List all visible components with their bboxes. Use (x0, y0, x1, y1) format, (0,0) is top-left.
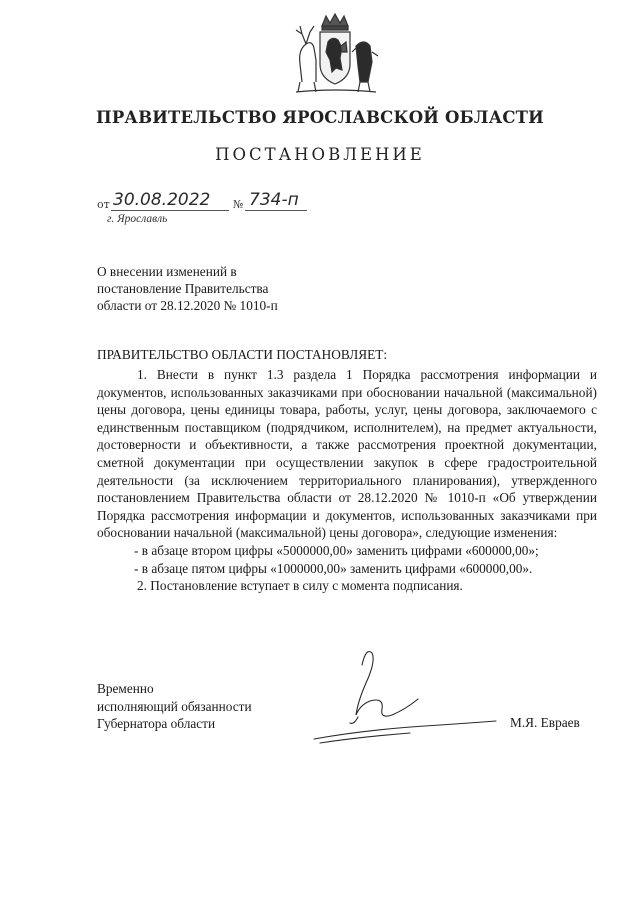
signatory-position (97, 680, 252, 733)
coat-of-arms-icon (286, 12, 384, 96)
signatory-name: М.Я. Евраев (510, 715, 580, 730)
subject-line: О внесении изменений в (97, 264, 237, 279)
position-line: Временно (97, 681, 154, 696)
decree-heading: ПРАВИТЕЛЬСТВО ОБЛАСТИ ПОСТАНОВЛЯЕТ: (97, 347, 388, 362)
handwritten-signature-icon (300, 635, 510, 755)
subject-block (97, 263, 357, 314)
decree-date: 30.08.2022 (113, 190, 211, 210)
position-line: исполняющий обязанности (97, 698, 252, 714)
subject-line: области от 28.12.2020 № 1010-п (97, 298, 278, 313)
organization-title: ПРАВИТЕЛЬСТВО ЯРОСЛАВСКОЙ ОБЛАСТИ (96, 108, 544, 127)
decree-number: 734-п (249, 190, 299, 210)
number-prefix: № (233, 198, 244, 211)
amendment-item-1: - в абзаце втором цифры «5000000,00» заменить цифрами «600000,00»; (134, 542, 539, 558)
document-type: ПОСТАНОВЛЕНИЕ (215, 145, 425, 164)
date-prefix: от (97, 198, 110, 211)
position-line: Губернатора области (97, 716, 216, 732)
paragraph-2: 2. Постановление вступает в силу с момента подписания. (137, 578, 463, 594)
date-number-line (97, 190, 357, 214)
amendment-item-2: - в абзаце пятом цифры «1000000,00» заменить цифрами «600000,00». (134, 560, 533, 576)
subject-line: постановление Правительства (97, 281, 269, 296)
decree-body (97, 366, 597, 595)
city: г. Ярославль (107, 213, 168, 225)
paragraph-1: 1. Внести в пункт 1.3 раздела 1 Порядка рассмотрения информации и документов, использованных заказчиками при обосновании начальной (максимальной) цены договора, цены единицы товара, работы, услуг, цены договора, заключаемого с единственным поставщиком (подрядчиком, исполнителем), на предмет актуальности, достоверности и объективности, а также рассмотрения проектной документации, сметной документации при осуществлении закупок в сфере градостроительной деятельности (за исключением территориального планирования), утвержденного постановлением Правительства области от 28.12.2020 № 1010-п «Об утверждении Порядка рассмотрения информации и документов, использованных заказчиками при обосновании начальной (максимальной) цены договора», следующие изменения: (97, 367, 597, 541)
